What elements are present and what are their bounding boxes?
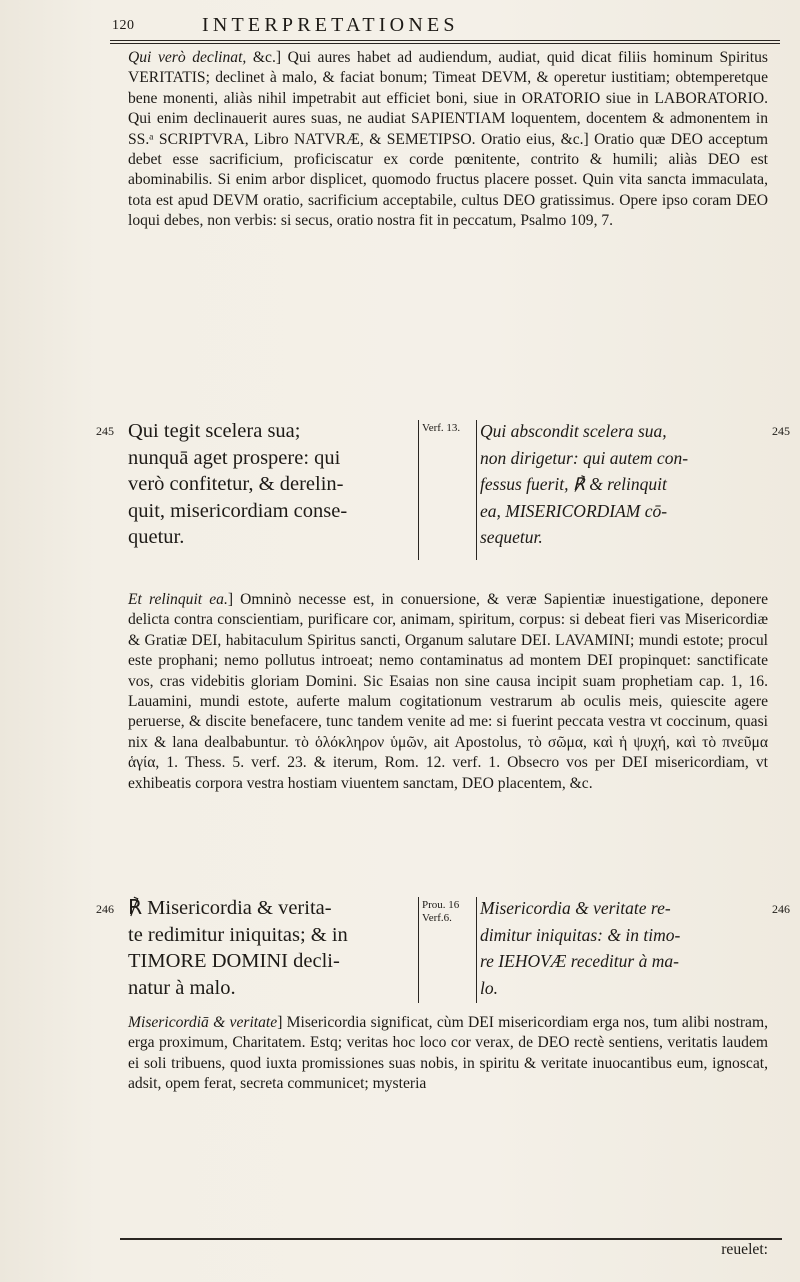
verse-line: te redimitur iniquitas; & in [128, 923, 348, 946]
margin-number-left: 245 [96, 424, 114, 438]
commentary-text: ] Misericordia significat, cùm DEI misericordiam erga nos, tum alibi nostram, erga proximum, Charitatem. Estq; veritas hoc loco cor verax, de DEO rectè sentiens, veritatis laudem ei soli tribuens, quod iuxta promissiones suas nobis, in spiritu & veritate inuocantibus eum, ignoscat, adsit, opem ferat, secreta communicet; mysteria [128, 1014, 768, 1093]
verse-line: verò confitetur, & derelin- [128, 473, 344, 495]
margin-number-left: 246 [96, 902, 114, 916]
header-rule [110, 40, 780, 41]
commentary-text: ] Omninò necesse est, in conuersione, & veræ Sapientiæ inuestigatione, deponere delicta contra conscientiam, purificare cor, animam, spiritum, corpus: si debeat fieri vas Misericordiæ & Gratiæ DEI, habitaculum Spiritus sancti, Organum salutare DEI. LAVAMINI; mundi estote; procul este prophani; nemo pollutus introeat; nemo contaminatus ad montem DEI propinquet: sanctificate vos, cras videbitis gloriam Domini. Sic Esaias non sine causa incipit suam prophetiam cap. 1, 16. Lauamini, mundi estote, auferte malum cogitationum vestrarum ab oculis meis, quiescite agere peruerse, & discite benefacere, tunc tandem venite ad me: si fuerint peccata vestra vt coccinum, quasi nix & lana dealbabuntur. τὸ ὁλόκληρον ὑμῶν, ait Apostolus, τὸ σῶμα, καὶ ἡ ψυχή, καὶ τὸ πνεῦμα ἁγία, 1. Thess. 5. verf. 23. & iterum, Rom. 12. verf. 1. Obsecro vos per DEI misericordiam, vt exhibeatis corpora vestra hostiam viuentem sanctam, DEO placentem, &c. [128, 591, 768, 792]
verse-reference: Prou. 16 Verf.6. [422, 899, 460, 924]
column-divider [476, 897, 477, 1003]
verse-line: non dirigetur: qui autem con- [480, 447, 689, 468]
verse-line: dimitur iniquitas: & in timo- [480, 924, 681, 945]
verse-latin-column [128, 895, 418, 1001]
verse-block-245 [128, 418, 768, 568]
verse-line: re IEHOVÆ receditur à ma- [480, 951, 679, 971]
verse-reference: Verf. 13. [422, 422, 461, 434]
header-rule-double [110, 43, 780, 44]
catchword: reuelet: [721, 1241, 768, 1258]
verse-block-246 [128, 895, 768, 1005]
verse-line: Misericordia & veritate re- [480, 898, 671, 918]
verse-italic-column [480, 418, 768, 551]
running-head: INTERPRETATIONES [202, 14, 459, 36]
verse-line: ea, MISERICORDIAM cō- [480, 500, 668, 521]
verse-line: quit, misericordiam conse- [128, 499, 348, 522]
verse-line: Qui tegit scelera sua; [128, 420, 301, 442]
verse-line: natur à malo. [128, 976, 236, 999]
lemma: Qui verò declinat, [128, 49, 247, 66]
verse-line: TIMORE DOMINI decli- [128, 950, 340, 972]
page-number: 120 [112, 18, 135, 33]
lemma: Misericordiā & veritate [128, 1014, 278, 1031]
margin-number-right: 246 [772, 902, 790, 916]
verse-line: fessus fuerit, ℟ & relinquit [480, 474, 667, 494]
column-divider [418, 420, 419, 560]
column-divider [418, 897, 419, 1003]
verse-line: lo. [480, 977, 498, 998]
commentary-paragraph-1 [128, 48, 768, 232]
column-divider [476, 420, 477, 560]
verse-italic-column [480, 895, 768, 1001]
commentary-paragraph-3 [128, 1013, 768, 1095]
margin-number-right: 245 [772, 424, 790, 438]
commentary-text: &c.] Qui aures habet ad audiendum, audiat, quid dicat filiis hominum Spiritus VERITATIS; declinet à malo, & faciat bonum; Timeat DEVM, & operetur iustitiam; obtemperetque bene monenti, aliàs nihil impetrabit aut efficiet boni, siue in ORATORIO siue in LABORATORIO. Qui enim declinauerit aures suas, ne audiat SAPIENTIAM loquentem, docentem & admonentem in SS.ᵃ SCRIPTVRA, Libro NATVRÆ, & SEMETIPSO. Oratio eius, &c.] Oratio quæ DEO acceptum debet esse sacrificium, proficiscatur ex corde pœnitente, contrito & humili; aliàs DEO est abominabilis. Si enim arbor displicet, quomodo fructus placere posset. Quin vita sancta immaculata, tota est apud DEVM oratio, sacrificium acceptabile, cultus DEO gratissimus. Opere ipso coram DEO loqui debes, non verbis: si secus, oratio nostra fit in peccatum, Psalmo 109, 7. [128, 49, 769, 230]
footer-rule [120, 1238, 782, 1240]
verse-line: Qui abscondit scelera sua, [480, 421, 667, 441]
verse-line: ℟ Misericordia & verita- [128, 897, 332, 919]
lemma: Et relinquit ea. [128, 591, 228, 608]
verse-latin-column [128, 418, 418, 551]
commentary-paragraph-2 [128, 590, 768, 794]
page-header [112, 14, 778, 36]
verse-line: nunquā aget prospere: qui [128, 446, 341, 469]
verse-line: quetur. [128, 526, 185, 548]
verse-line: sequetur. [480, 527, 543, 547]
